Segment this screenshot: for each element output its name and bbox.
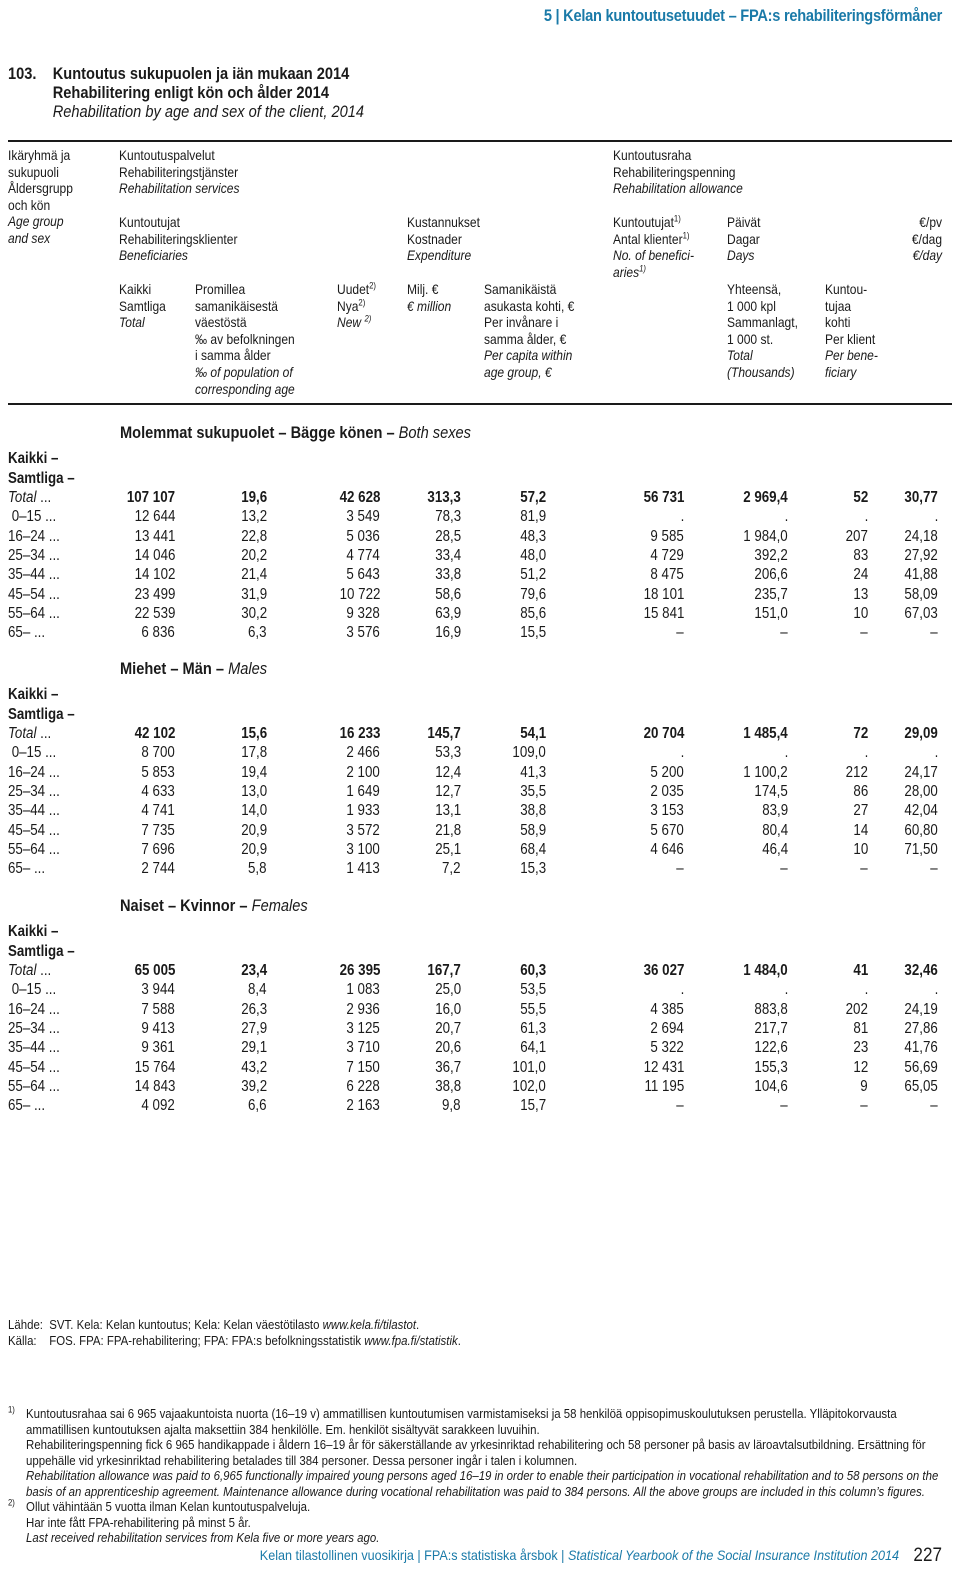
table-cell: 1 484,0 (743, 962, 788, 979)
table-cell: 46,4 (762, 840, 788, 858)
table-cell: 61,3 (520, 1019, 546, 1037)
table-cell: 53,5 (520, 981, 546, 999)
row-label: 0–15 ... (8, 981, 57, 999)
source-link-fi[interactable]: www.kela.fi/tilastot (322, 1317, 417, 1332)
table-cell: – (930, 860, 938, 878)
table-cell: 22,8 (241, 527, 267, 545)
table-cell: . (934, 981, 938, 999)
table-cell: 56 731 (643, 489, 684, 506)
table-cell: 25,1 (435, 840, 461, 858)
table-cell: . (864, 744, 868, 762)
table-cell: 24 (853, 566, 868, 584)
table-cell: 883,8 (754, 1000, 788, 1018)
table-cell: 60,80 (904, 821, 938, 839)
header-services: Kuntoutuspalvelut Rehabiliteringstjänster Rehabilitation services (119, 147, 240, 197)
table-cell: – (930, 624, 938, 642)
table-cell: 202 (845, 1000, 868, 1018)
table-cell: 58,9 (520, 821, 546, 839)
table-cell: 38,8 (520, 802, 546, 820)
table-cell: 4 633 (141, 782, 175, 800)
table-cell: 24,18 (904, 527, 938, 545)
all-label: Samtliga – (8, 943, 75, 960)
table-cell: 1 083 (346, 981, 380, 999)
section-heading: Molemmat sukupuolet – Bägge könen – Both sexes (120, 423, 471, 442)
page-number: 227 (913, 1545, 942, 1566)
table-cell: 167,7 (427, 962, 461, 979)
table-cell: 10 (853, 840, 868, 858)
table-cell: 217,7 (754, 1019, 788, 1037)
table-cell: 27,92 (904, 546, 938, 564)
header-bottom-rule (8, 403, 952, 405)
header-expenditure: Kustannukset Kostnader Expenditure (407, 214, 480, 264)
table-cell: 4 741 (141, 802, 175, 820)
table-cell: 5 643 (346, 566, 380, 584)
table-cell: 20,2 (241, 546, 267, 564)
table-cell: 8 700 (141, 744, 175, 762)
table-cell: 27,9 (241, 1019, 267, 1037)
table-cell: 33,4 (435, 546, 461, 564)
table-cell: 14 046 (134, 546, 175, 564)
table-cell: 28,5 (435, 527, 461, 545)
table-cell: 14,0 (241, 802, 267, 820)
table-cell: 16,9 (435, 624, 461, 642)
table-cell: 35,5 (520, 782, 546, 800)
row-label: 55–64 ... (8, 1077, 60, 1095)
table-cell: 42 628 (339, 489, 380, 506)
table-cell: 22 539 (134, 604, 175, 622)
table-cell: 30,77 (904, 489, 938, 506)
table-cell: 31,9 (241, 585, 267, 603)
header-eur-per-day: €/pv €/dag €/day (911, 214, 942, 264)
table-cell: 16 233 (339, 725, 380, 742)
row-label: Total ... (8, 962, 52, 979)
table-cell: 4 774 (346, 546, 380, 564)
table-cell: 1 933 (346, 802, 380, 820)
table-cell: 16,0 (435, 1000, 461, 1018)
table-cell: 2 466 (346, 744, 380, 762)
table-cell: 58,6 (435, 585, 461, 603)
table-cell: 7 150 (346, 1058, 380, 1076)
table-cell: – (676, 624, 684, 642)
table-cell: 4 092 (141, 1097, 175, 1115)
all-label: Samtliga – (8, 470, 75, 487)
table-cell: 42 102 (134, 725, 175, 742)
table-cell: 5 853 (141, 763, 175, 781)
table-cell: 122,6 (754, 1039, 788, 1057)
table-cell: – (860, 1097, 868, 1115)
table-cell: 21,8 (435, 821, 461, 839)
table-cell: 20,9 (241, 821, 267, 839)
table-cell: 6,6 (248, 1097, 267, 1115)
table-cell: 26 395 (339, 962, 380, 979)
table-cell: – (860, 860, 868, 878)
table-cell: 207 (845, 527, 868, 545)
table-cell: 5 036 (346, 527, 380, 545)
table-cell: 15 764 (134, 1058, 175, 1076)
all-label: Kaikki – (8, 923, 59, 940)
table-cell: 212 (845, 763, 868, 781)
table-cell: 9,8 (442, 1097, 461, 1115)
table-cell: 206,6 (754, 566, 788, 584)
table-cell: 9 585 (650, 527, 684, 545)
table-cell: 2 936 (346, 1000, 380, 1018)
table-cell: . (934, 508, 938, 526)
table-cell: – (780, 624, 788, 642)
table-cell: 67,03 (904, 604, 938, 622)
table-cell: 13 (853, 585, 868, 603)
table-cell: 5 670 (650, 821, 684, 839)
table-cell: 78,3 (435, 508, 461, 526)
row-label: 25–34 ... (8, 546, 60, 564)
header-beneficiaries: Kuntoutujat Rehabiliteringsklienter Beneficiaries (119, 214, 238, 264)
row-label: 0–15 ... (8, 744, 57, 762)
table-cell: 27 (853, 802, 868, 820)
footnote-2-sv: Har inte fått FPA-rehabilitering på minst 5 år. (26, 1514, 251, 1530)
section-heading: Naiset – Kvinnor – Females (120, 896, 308, 915)
table-cell: 83,9 (762, 802, 788, 820)
header-percapita: Samanikäistä asukasta kohti, € Per invånare i samma ålder, € Per capita within age group, € (484, 281, 575, 380)
table-cell: 4 646 (650, 840, 684, 858)
table-cell: 25,0 (435, 981, 461, 999)
footnote-1-sv: Rehabiliteringspenning fick 6 965 handikappade i åldern 16–19 år för säkerställande av yrkesinriktad rehabilitering och 58 personer på basis av läroavtalsutbildning. Ersättning för uppehälle vid yrkesinriktad rehabilitering betalades till 384 personer. Dessa personer ingår i talen i kolumnen. (26, 1437, 926, 1468)
title-sv: Rehabilitering enligt kön och ålder 2014 (52, 83, 329, 102)
table-cell: 15,5 (520, 624, 546, 642)
table-cell: 13 441 (134, 527, 175, 545)
table-cell: 13,1 (435, 802, 461, 820)
table-cell: 109,0 (512, 744, 546, 762)
footnote-1: $^{1)}$ Kuntoutusrahaa sai 6 965 vajaakuntoista nuorta (16–19 v) ammatillisen kuntoutumisen varmistamiseksi ja 58 henkilöä oppisopimuskoulutuksen perustella. Ylläpitokorvausta ammatillisen kuntoutuksen ajalta maksettiin 384 henkilölle. Em. henkilöt sisältyvät sarakkeen luvuihin. Rehabiliteringspenning fick 6 965 handikappade i åldern 16–19 år för säkerställande av yrkesinriktad rehabilitering och 58 personer på basis av läroavtalsutbildning. Ersättning för uppehälle vid yrkesinriktad rehabilitering betalades till 384 personer. Dessa personer ingår i talen i kolumnen. Rehabilitation allowance was paid to 6,965 functionally impaired young persons aged 16–19 in order to enable their participation in vocational rehabilitation and to 58 persons on the basis of an apprenticeship agreement. Maintenance allowance during vocational rehabilitation was paid to 384 persons. All the above groups are included in this column’s figures. $^{2)}$ Ollut vähintään 5 vuotta ilman Kelan kuntoutuspalveluja. Har inte fått FPA-rehabilitering på minst 5 år. Last received rehabilitation services from Kela five or more years ago. (8, 1406, 954, 1546)
row-label: 0–15 ... (8, 508, 57, 526)
row-label: 25–34 ... (8, 1019, 60, 1037)
table-cell: 9 361 (141, 1039, 175, 1057)
table-cell: . (864, 508, 868, 526)
table-cell: 1 984,0 (743, 527, 788, 545)
header-total: Kaikki Samtliga Total (119, 281, 166, 331)
table-cell: 7 588 (141, 1000, 175, 1018)
table-cell: 15,6 (241, 725, 267, 742)
table-cell: 2 694 (650, 1019, 684, 1037)
header-new: Uudet$^{2)}$ Nya$^{2)}$ New $^{2)}$ (337, 280, 377, 331)
table-cell: 101,0 (512, 1058, 546, 1076)
table-cell: 9 (860, 1077, 868, 1095)
row-label: 65– ... (8, 860, 46, 878)
title-fi: Kuntoutus sukupuolen ja iän mukaan 2014 (52, 64, 350, 83)
header-allowance-beneficiaries: Kuntoutujat$^{1)}$ Antal klienter$^{1)}$ No. of benefici- aries$^{1)}$ (613, 213, 694, 280)
sources: Lähde: SVT. Kela: Kelan kuntoutus; Kela: Kelan väestötilasto www.kela.fi/tilastot. Källa: FOS. FPA: FPA-rehabilitering; FPA: FPA:s befolkningsstatistik www.fpa.fi/statistik. (8, 1317, 461, 1348)
table-cell: 32,46 (904, 962, 938, 979)
table-cell: 107 107 (126, 489, 175, 506)
table-cell: . (864, 981, 868, 999)
table-cell: 11 195 (644, 1077, 684, 1095)
table-cell: 3 100 (346, 840, 380, 858)
table-cell: 36,7 (435, 1058, 461, 1076)
header-top-rule (8, 140, 952, 142)
table-cell: 1 100,2 (743, 763, 788, 781)
all-label: Kaikki – (8, 686, 59, 703)
section-heading: Miehet – Män – Males (120, 659, 268, 678)
row-label: Total ... (8, 725, 52, 742)
footnote-2-fi: Ollut vähintään 5 vuotta ilman Kelan kuntoutuspalveluja. (26, 1499, 311, 1514)
table-cell: – (780, 1097, 788, 1115)
row-label: 35–44 ... (8, 566, 60, 584)
table-title (8, 64, 364, 121)
table-cell: 1 413 (346, 860, 380, 878)
table-cell: 15,3 (520, 860, 546, 878)
table-cell: 145,7 (427, 725, 461, 742)
table-cell: 3 549 (346, 508, 380, 526)
table-cell: . (784, 508, 788, 526)
table-cell: 12 644 (134, 508, 175, 526)
table-cell: . (784, 981, 788, 999)
table-cell: 3 572 (346, 821, 380, 839)
row-label: 65– ... (8, 624, 46, 642)
table-cell: 20 704 (643, 725, 684, 742)
table-cell: 15,7 (520, 1097, 546, 1115)
table-cell: – (676, 860, 684, 878)
table-cell: 5 200 (650, 763, 684, 781)
table-cell: 51,2 (520, 566, 546, 584)
table-cell: 20,6 (435, 1039, 461, 1057)
header-allowance: Kuntoutusraha Rehabiliteringspenning Rehabilitation allowance (613, 147, 743, 197)
table-cell: 54,1 (520, 725, 546, 742)
table-cell: 63,9 (435, 604, 461, 622)
table-cell: 7 696 (141, 840, 175, 858)
table-cell: 21,4 (241, 566, 267, 584)
table-cell: 7 735 (141, 821, 175, 839)
footnote-1-en: Rehabilitation allowance was paid to 6,965 functionally impaired young persons aged 16–19 in order to enable their participation in vocational rehabilitation and to 58 persons on the basis of an apprenticeship agreement. Maintenance allowance during vocational rehabilitation was paid to 384 persons. All the above groups are included in this column’s figures. (26, 1468, 939, 1499)
table-cell: 14 102 (134, 566, 175, 584)
table-cell: 14 (853, 821, 868, 839)
table-cell: 19,4 (241, 763, 267, 781)
table-cell: 20,7 (435, 1019, 461, 1037)
table-cell: 3 710 (346, 1039, 380, 1057)
table-cell: 1 485,4 (743, 725, 788, 742)
table-cell: 80,4 (762, 821, 788, 839)
table-cell: 36 027 (643, 962, 684, 979)
title-en: Rehabilitation by age and sex of the client, 2014 (52, 102, 365, 121)
table-cell: . (680, 744, 684, 762)
table-cell: 13,2 (241, 508, 267, 526)
table-cell: 28,00 (904, 782, 938, 800)
table-cell: 48,0 (520, 546, 546, 564)
row-label: 16–24 ... (8, 1000, 60, 1018)
table-cell: 23,4 (241, 962, 267, 979)
table-cell: 15 841 (643, 604, 684, 622)
table-cell: 12,4 (435, 763, 461, 781)
table-cell: 86 (853, 782, 868, 800)
row-label: 65– ... (8, 1097, 46, 1115)
table-cell: 24,17 (904, 763, 938, 781)
table-cell: 64,1 (520, 1039, 546, 1057)
table-cell: 72 (853, 725, 868, 742)
table-cell: 41,3 (520, 763, 546, 781)
table-cell: 52 (853, 489, 868, 506)
header-per-beneficiary: Kuntou- tujaa kohti Per klient Per bene- ficiary (825, 281, 878, 380)
row-label: 45–54 ... (8, 821, 60, 839)
running-header: 5 | Kelan kuntoutusetuudet – FPA:s rehabiliteringsförmåner (543, 6, 942, 25)
header-days-total: Yhteensä, 1 000 kpl Sammanlagt, 1 000 st. Total (Thousands) (727, 281, 798, 380)
table-cell: 42,04 (904, 802, 938, 820)
table-cell: 174,5 (754, 782, 788, 800)
source-link-sv[interactable]: www.fpa.fi/statistik (364, 1332, 458, 1348)
table-cell: 48,3 (520, 527, 546, 545)
table-cell: 6 228 (346, 1077, 380, 1095)
table-cell: 1 649 (346, 782, 380, 800)
table-cell: 2 035 (650, 782, 684, 800)
table-cell: 13,0 (241, 782, 267, 800)
row-label: Total ... (8, 489, 52, 506)
table-cell: 104,6 (754, 1077, 788, 1095)
table-cell: 57,2 (520, 489, 546, 506)
table-cell: 12 (853, 1058, 868, 1076)
table-cell: 39,2 (241, 1077, 267, 1095)
table-cell: 2 744 (141, 860, 175, 878)
table-cell: 12 431 (643, 1058, 684, 1076)
footnote-2-en: Last received rehabilitation services from Kela five or more years ago. (26, 1530, 380, 1545)
table-cell: – (860, 624, 868, 642)
table-cell: 3 125 (346, 1019, 380, 1037)
table-cell: . (784, 744, 788, 762)
table-cell: 85,6 (520, 604, 546, 622)
table-cell: – (676, 1097, 684, 1115)
footnote-1-fi: Kuntoutusrahaa sai 6 965 vajaakuntoista nuorta (16–19 v) ammatillisen kuntoutumisen varmistamiseksi ja 58 henkilöä oppisopimuskoulutuksen perustella. Ylläpitokorvausta ammatillisen kuntoutuksen ajalta maksettiin 384 henkilölle. Em. henkilöt sisältyvät sarakkeen luvuihin. (26, 1406, 897, 1437)
table-cell: 2 163 (346, 1097, 380, 1115)
all-label: Kaikki – (8, 450, 59, 467)
row-label: 35–44 ... (8, 802, 60, 820)
table-cell: 12,7 (435, 782, 461, 800)
table-cell: 20,9 (241, 840, 267, 858)
row-label: 16–24 ... (8, 527, 60, 545)
table-cell: 27,86 (904, 1019, 938, 1037)
all-label: Samtliga – (8, 706, 75, 723)
table-cell: 235,7 (754, 585, 788, 603)
table-cell: 2 100 (346, 763, 380, 781)
row-label: 45–54 ... (8, 585, 60, 603)
table-cell: 53,3 (435, 744, 461, 762)
table-cell: 41 (853, 962, 868, 979)
table-cell: 14 843 (134, 1077, 175, 1095)
table-cell: 2 969,4 (743, 489, 788, 506)
table-cell: 10 (853, 604, 868, 622)
row-label: 16–24 ... (8, 763, 60, 781)
table-cell: 43,2 (241, 1058, 267, 1076)
table-cell: 23 (853, 1039, 868, 1057)
table-cell: 19,6 (241, 489, 267, 506)
header-permille: Promillea samanikäisestä väestöstä ‰ av befolkningen i samma ålder ‰ of population of corresponding age (195, 281, 295, 397)
table-cell: 9 328 (346, 604, 380, 622)
table-cell: 102,0 (512, 1077, 546, 1095)
table-cell: . (934, 744, 938, 762)
table-cell: 65 005 (134, 962, 175, 979)
table-cell: 41,76 (904, 1039, 938, 1057)
row-label: 25–34 ... (8, 782, 60, 800)
table-cell: 24,19 (904, 1000, 938, 1018)
table-cell: 58,09 (904, 585, 938, 603)
table-cell: 81,9 (520, 508, 546, 526)
table-number: 103. (8, 64, 37, 83)
table-cell: 155,3 (754, 1058, 788, 1076)
table-cell: – (930, 1097, 938, 1115)
table-cell: 9 413 (141, 1019, 175, 1037)
table-cell: – (780, 860, 788, 878)
row-label: 55–64 ... (8, 604, 60, 622)
table-cell: 18 101 (643, 585, 684, 603)
table-cell: 79,6 (520, 585, 546, 603)
table-cell: 6,3 (248, 624, 267, 642)
table-cell: . (680, 508, 684, 526)
table-cell: 23 499 (134, 585, 175, 603)
table-cell: 8 475 (650, 566, 684, 584)
table-cell: 81 (853, 1019, 868, 1037)
table-cell: 5,8 (248, 860, 267, 878)
table-cell: 26,3 (241, 1000, 267, 1018)
table-cell: 3 944 (141, 981, 175, 999)
table-cell: 5 322 (650, 1039, 684, 1057)
table-cell: 392,2 (754, 546, 788, 564)
table-cell: 68,4 (520, 840, 546, 858)
row-label: 55–64 ... (8, 840, 60, 858)
table-cell: 4 385 (650, 1000, 684, 1018)
header-days: Päivät Dagar Days (727, 214, 761, 264)
table-cell: 3 576 (346, 624, 380, 642)
table-cell: 83 (853, 546, 868, 564)
row-label: 35–44 ... (8, 1039, 60, 1057)
table-cell: 4 729 (650, 546, 684, 564)
table-cell: 71,50 (904, 840, 938, 858)
table-cell: 17,8 (241, 744, 267, 762)
table-cell: 55,5 (520, 1000, 546, 1018)
table-cell: 56,69 (904, 1058, 938, 1076)
table-cell: 151,0 (754, 604, 788, 622)
table-cell: 8,4 (248, 981, 267, 999)
header-group: Ikäryhmä ja sukupuoli Åldersgrupp och kön Age group and sex (8, 147, 73, 246)
table-cell: 33,8 (435, 566, 461, 584)
table-cell: 30,2 (241, 604, 267, 622)
table-cell: 29,09 (904, 725, 938, 742)
table-cell: 65,05 (904, 1077, 938, 1095)
page-footer: Kelan tilastollinen vuosikirja | FPA:s statistiska årsbok | Statistical Yearbook of the Social Insurance Institution 2014 227 (259, 1545, 942, 1566)
table-cell: 6 836 (141, 624, 175, 642)
table-cell: 3 153 (650, 802, 684, 820)
table-cell: 60,3 (520, 962, 546, 979)
table-cell: 29,1 (241, 1039, 267, 1057)
table-cell: 7,2 (442, 860, 461, 878)
header-million: Milj. € € million (407, 281, 452, 314)
table-cell: 313,3 (427, 489, 461, 506)
table-cell: . (680, 981, 684, 999)
row-label: 45–54 ... (8, 1058, 60, 1076)
table-cell: 41,88 (904, 566, 938, 584)
table-cell: 38,8 (435, 1077, 461, 1095)
table-cell: 10 722 (339, 585, 380, 603)
